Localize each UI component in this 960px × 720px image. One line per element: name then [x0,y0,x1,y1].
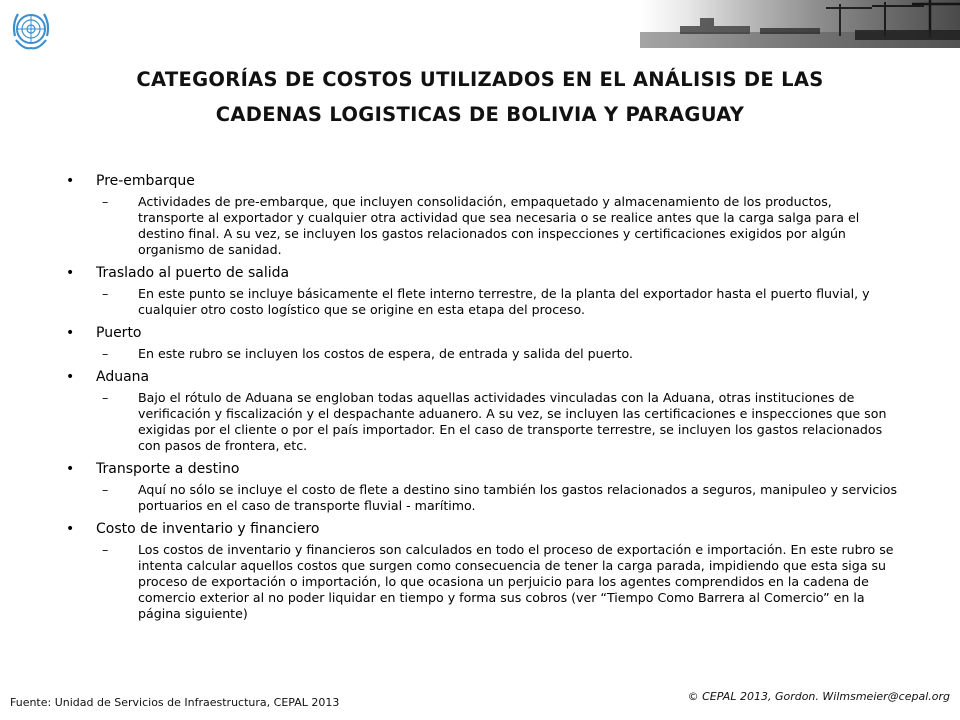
item-detail-text: En este punto se incluye básicamente el flete interno terrestre, de la planta del exportador hasta el puerto fluvial, y cualquier otro costo logístico que se origine en esta etapa del proceso. [138,286,870,317]
un-emblem-icon [6,6,56,56]
bullet-icon: • [66,325,75,341]
title-line-1: CATEGORÍAS DE COSTOS UTILIZADOS EN EL ANÁLISIS DE LAS [136,68,824,91]
bullet-icon: • [66,265,75,281]
item-detail-text: Aquí no sólo se incluye el costo de flete a destino sino también los gastos relacionados a seguros, manipuleo y servicios portuarios en el caso de transporte fluvial - marítimo. [138,482,898,513]
list-item-traslado [66,264,900,318]
item-heading: Costo de inventario y financiero [96,521,320,537]
bullet-icon: • [66,369,75,385]
item-detail-text: Actividades de pre-embarque, que incluyen consolidación, empaquetado y almacenamiento de los productos, transporte al exportador y cualquier otra actividad que sea necesaria o se realice antes que la carga salga para el destino final. A su vez, se incluyen los gastos relacionados con inspecciones y certificaciones exigidos por algún organismo de sanidad. [138,194,860,257]
item-heading: Transporte a destino [96,461,240,477]
list-item-transporte-destino [66,460,900,514]
title-line-2: CADENAS LOGISTICAS DE BOLIVIA Y PARAGUAY [215,103,745,126]
list-item-puerto [66,324,900,362]
item-detail-text: Los costos de inventario y financieros son calculados en todo el proceso de exportación e importación. En este rubro se intenta calcular aquellos costos que surgen como consecuencia de tener la carga parada, impidiendo que esta siga su proceso de exportación o importación, lo que ocasiona un perjuicio para los agentes comprendidos en la cadena de comercio exterior al no poder liquidar en tiempo y forma sus cobros (ver “Tiempo Como Barrera al Comercio” en la página siguiente) [138,542,894,621]
item-heading: Puerto [96,325,142,341]
port-cranes-silhouette [640,0,960,48]
item-detail [96,390,900,454]
list-item-inventario-financiero [66,520,900,622]
list-item-pre-embarque [66,172,900,258]
item-heading: Pre-embarque [96,173,195,189]
source-note: Fuente: Unidad de Servicios de Infraestructura, CEPAL 2013 [10,696,340,709]
item-detail [96,542,900,622]
item-detail-text: Bajo el rótulo de Aduana se engloban todas aquellas actividades vinculadas con la Aduana, otras instituciones de verificación y fiscalización y el despachante aduanero. A su vez, se incluyen las certificaciones e inspecciones que son exigidas por el cliente o por el país importador. En el caso de transporte terrestre, se incluyen los gastos relacionados con pasos de frontera, etc. [138,390,887,453]
item-detail [96,482,900,514]
dash-icon: – [102,346,109,361]
item-detail [96,346,900,362]
dash-icon: – [102,286,109,301]
bullet-icon: • [66,521,75,537]
item-detail [96,286,900,318]
dash-icon: – [102,194,109,209]
item-detail-text: En este rubro se incluyen los costos de espera, de entrada y salida del puerto. [138,346,633,361]
list-item-aduana [66,368,900,454]
cost-categories-list [66,172,900,628]
item-heading: Traslado al puerto de salida [96,265,290,281]
port-cranes-photo [640,0,960,48]
bullet-icon: • [66,173,75,189]
dash-icon: – [102,542,109,557]
item-heading: Aduana [96,369,150,385]
dash-icon: – [102,482,109,497]
item-detail [96,194,900,258]
page-title [60,62,900,132]
bullet-icon: • [66,461,75,477]
dash-icon: – [102,390,109,405]
copyright-note: © CEPAL 2013, Gordon. Wilmsmeier@cepal.org [687,690,950,703]
